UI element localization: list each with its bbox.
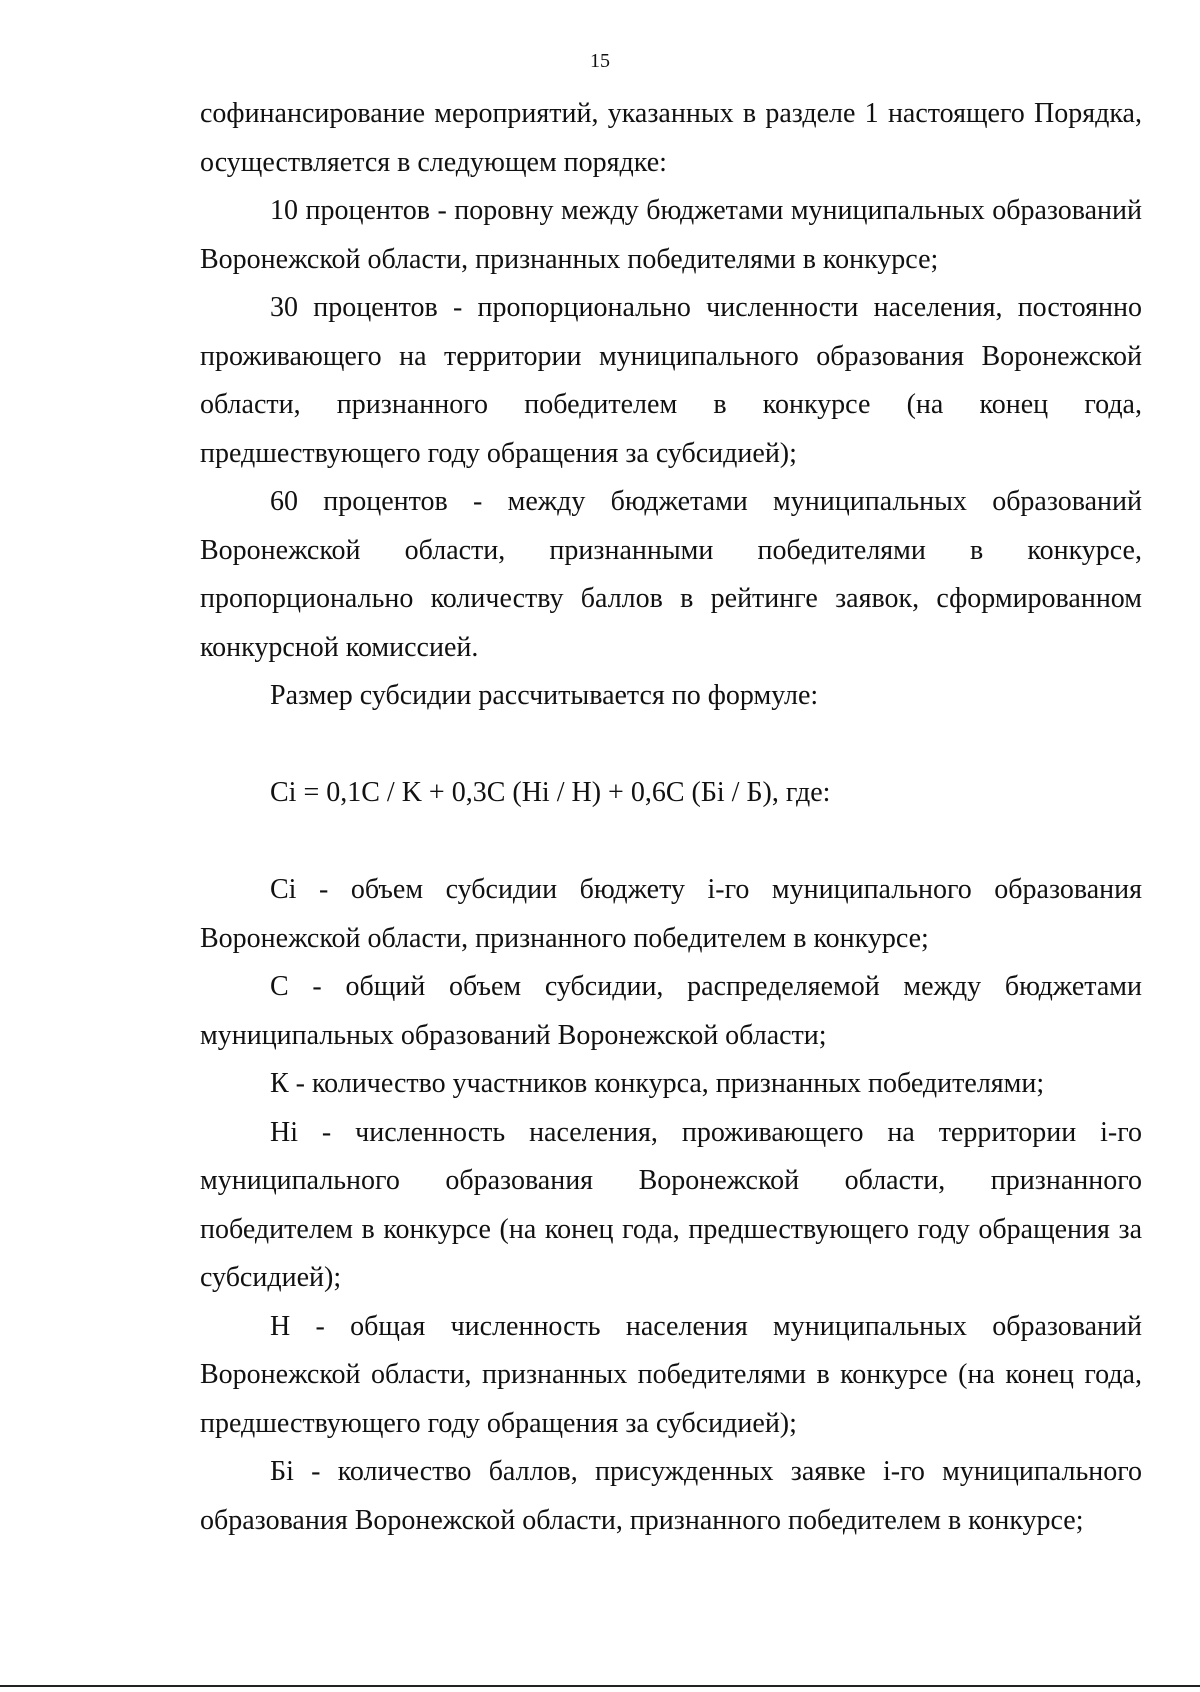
paragraph-60-percent: 60 процентов - между бюджетами муниципальных образований Воронежской области, признанными победителями в конкурсе, пропорционально количеству баллов в рейтинге заявок, сформированном конкурсной комиссией.: [200, 486, 1142, 663]
definition-hi: Hi - численность населения, проживающего на территории i-го муниципального образования Воронежской области, признанного победителем в конкурсе (на конец года, предшествующего году обращения за субсидией);: [200, 1116, 1142, 1293]
definition-h: H - общая численность населения муниципальных образований Воронежской области, признанных победителями в конкурсе (на конец года, предшествующего году обращения за субсидией);: [200, 1310, 1142, 1439]
document-body: [200, 90, 1142, 1545]
paragraph-10-percent: 10 процентов - поровну между бюджетами муниципальных образований Воронежской области, признанных победителями в конкурсе;: [200, 195, 1142, 275]
paragraph-formula-intro: Размер субсидии рассчитывается по формуле:: [270, 680, 819, 711]
paragraph-intro: софинансирование мероприятий, указанных в разделе 1 настоящего Порядка, осуществляется в следующем порядке:: [200, 98, 1142, 178]
definition-ci: Ci - объем субсидии бюджету i-го муниципального образования Воронежской области, признанного победителем в конкурсе;: [200, 874, 1142, 954]
definition-c: C - общий объем субсидии, распределяемой между бюджетами муниципальных образований Воронежской области;: [200, 971, 1142, 1051]
formula: Ci = 0,1C / K + 0,3C (Hi / H) + 0,6C (Бi / Б), где:: [270, 776, 831, 808]
page-number: 15: [590, 50, 610, 72]
definition-k: К - количество участников конкурса, признанных победителями;: [270, 1068, 1045, 1099]
paragraph-30-percent: 30 процентов - пропорционально численности населения, постоянно проживающего на территории муниципального образования Воронежской области, признанного победителем в конкурсе (на конец года, предшествующего году обращения за субсидией);: [200, 292, 1142, 469]
bottom-divider: [0, 1685, 1200, 1687]
definition-bi: Бi - количество баллов, присужденных заявке i-го муниципального образования Воронежской области, признанного победителем в конкурсе;: [200, 1456, 1142, 1536]
